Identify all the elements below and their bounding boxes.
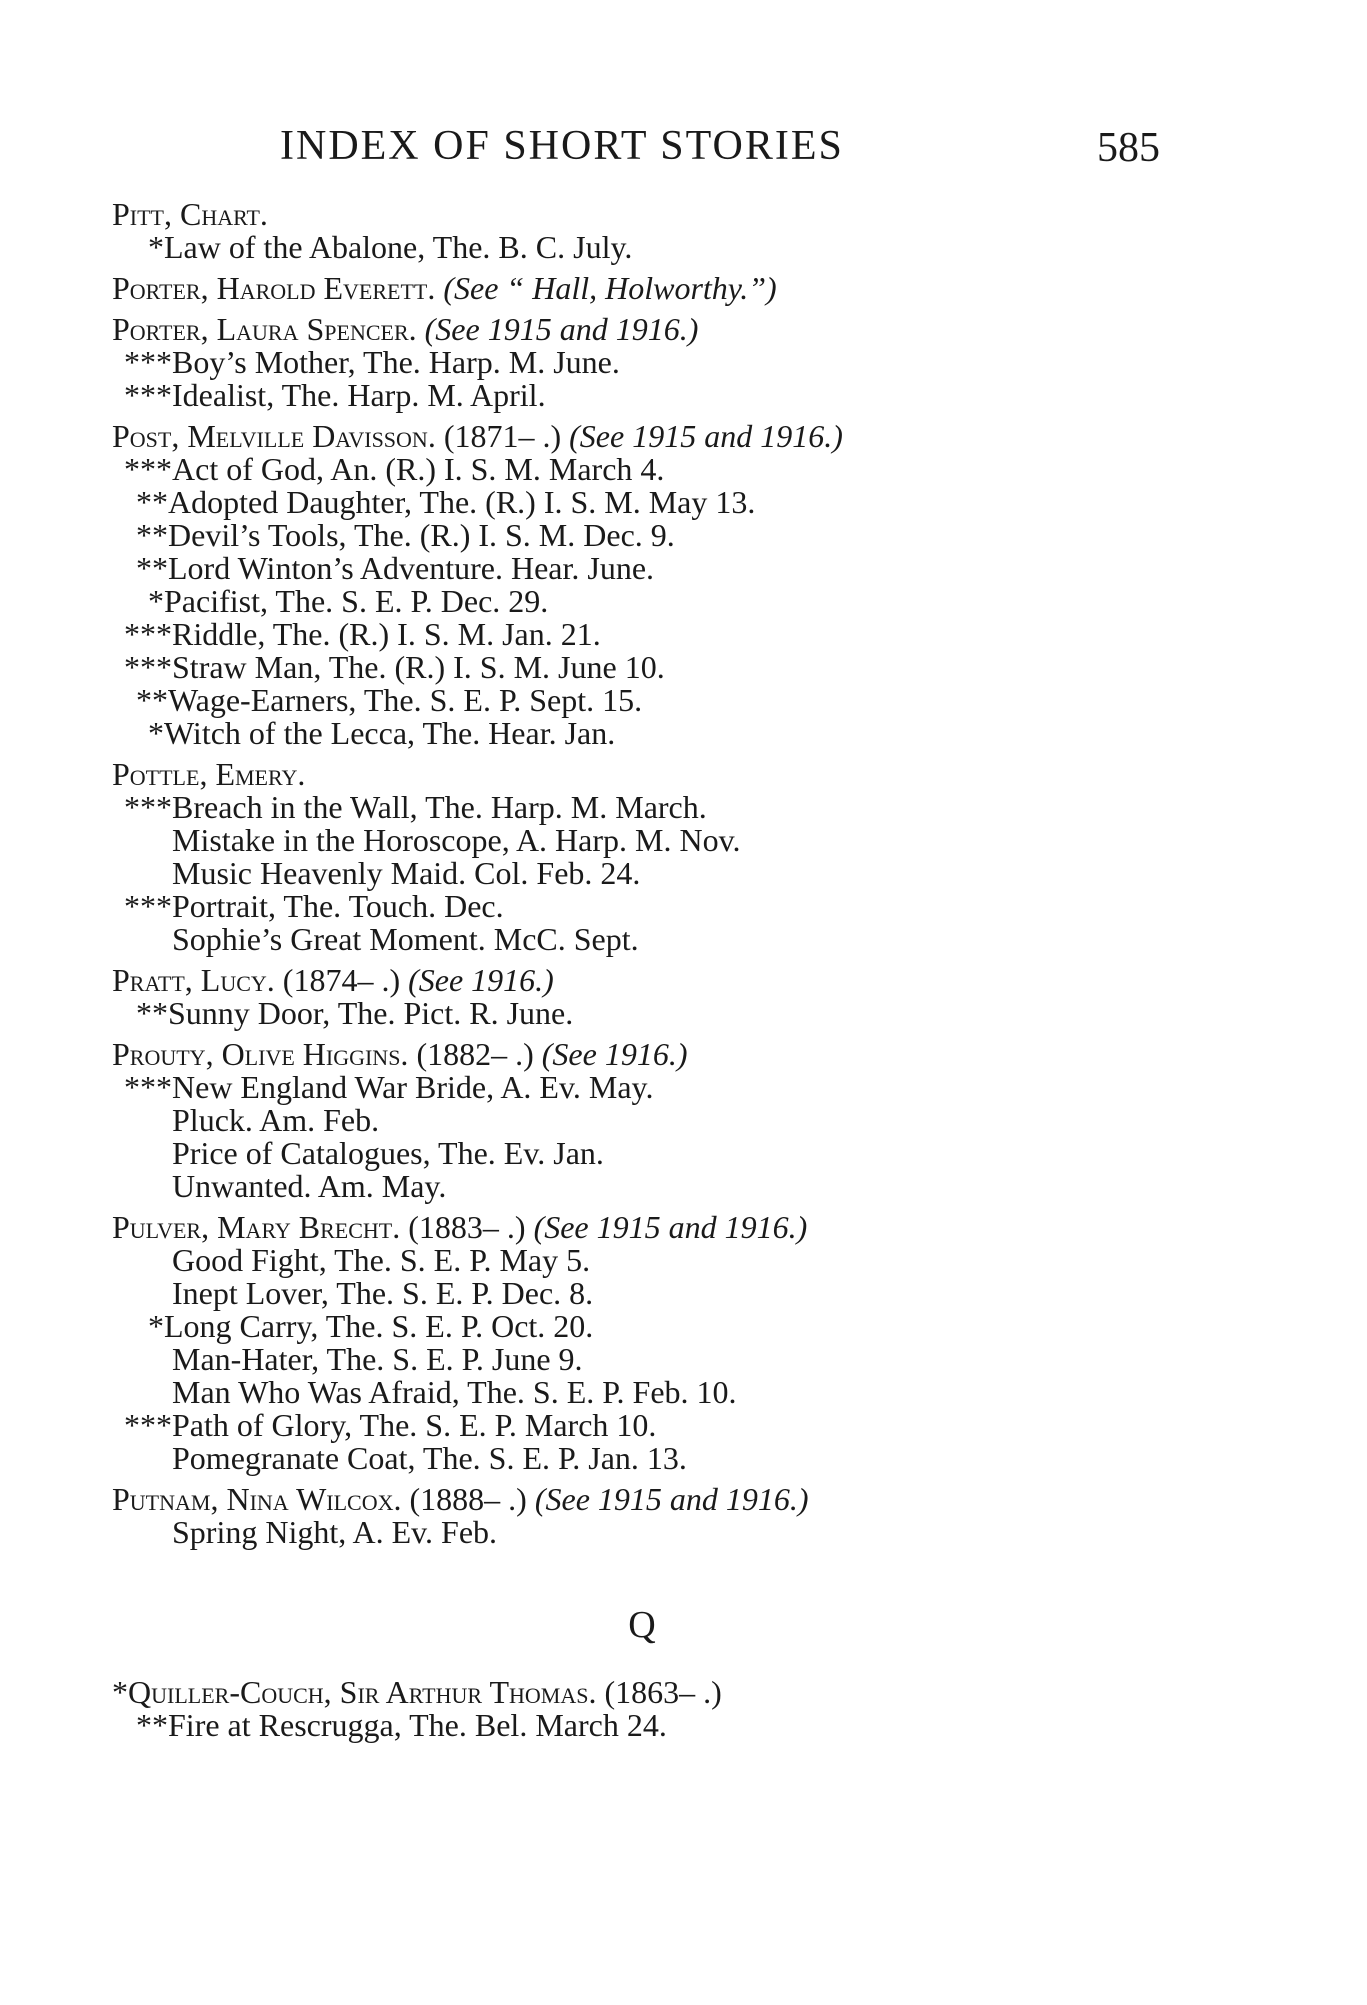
author-name: Post, Melville Davisson.: [112, 418, 436, 454]
story-entry: [112, 890, 1312, 923]
story-title: Man-Hater, The. S. E. P. June 9.: [172, 1341, 583, 1377]
story-rating: ***: [124, 616, 172, 652]
story-rating: *: [148, 715, 164, 751]
story-title: Long Carry, The. S. E. P. Oct. 20.: [164, 1308, 594, 1344]
author-entry: [112, 1211, 1312, 1244]
story-title: Pacifist, The. S. E. P. Dec. 29.: [164, 583, 549, 619]
author-entry: [112, 1483, 1312, 1516]
story-rating: **: [136, 682, 168, 718]
story-entry: [112, 379, 1312, 412]
story-rating: ***: [124, 1407, 172, 1443]
story-title: Inept Lover, The. S. E. P. Dec. 8.: [172, 1275, 594, 1311]
author-name: Porter, Harold Everett.: [112, 270, 436, 306]
story-title: Straw Man, The. (R.) I. S. M. June 10.: [172, 649, 665, 685]
author-entry: [112, 1038, 1312, 1071]
story-entry: [112, 1244, 1312, 1277]
story-title: Sophie’s Great Moment. McC. Sept.: [172, 921, 639, 957]
story-title: Adopted Daughter, The. (R.) I. S. M. May 13.: [168, 484, 756, 520]
story-title: Unwanted. Am. May.: [172, 1168, 447, 1204]
story-title: Mistake in the Horoscope, A. Harp. M. Nov.: [172, 822, 741, 858]
story-title: Pomegranate Coat, The. S. E. P. Jan. 13.: [172, 1440, 687, 1476]
story-entry: [112, 997, 1312, 1030]
story-entry: [112, 651, 1312, 684]
story-entry: [112, 453, 1312, 486]
see-also-note: (See 1916.): [408, 962, 554, 998]
story-title: Boy’s Mother, The. Harp. M. June.: [172, 344, 620, 380]
story-rating: *: [148, 1308, 164, 1344]
story-entry: [112, 1071, 1312, 1104]
story-rating: ***: [124, 1069, 172, 1105]
story-entry: [112, 346, 1312, 379]
story-title: Spring Night, A. Ev. Feb.: [172, 1514, 498, 1550]
story-entry: [112, 618, 1312, 651]
see-also-note: (See 1916.): [541, 1036, 688, 1072]
story-rating: **: [136, 484, 168, 520]
page-number: 585: [1097, 125, 1160, 171]
author-name: Pitt, Chart.: [112, 196, 268, 232]
story-title: Pluck. Am. Feb.: [172, 1102, 380, 1138]
author-name: Putnam, Nina Wilcox.: [112, 1481, 402, 1517]
story-title: Law of the Abalone, The. B. C. July.: [164, 229, 633, 265]
story-entry: [112, 552, 1312, 585]
story-entry: [112, 1709, 1312, 1742]
author-name: Pulver, Mary Brecht.: [112, 1209, 401, 1245]
see-also-note: (See 1915 and 1916.): [534, 1481, 809, 1517]
story-entry: [112, 857, 1312, 890]
author-dates: (1888– .): [409, 1481, 527, 1517]
author-name: Prouty, Olive Higgins.: [112, 1036, 409, 1072]
story-title: Sunny Door, The. Pict. R. June.: [168, 995, 574, 1031]
story-entry: [112, 1104, 1312, 1137]
index-content: [112, 198, 1312, 1742]
story-title: Idealist, The. Harp. M. April.: [172, 377, 546, 413]
story-title: Portrait, The. Touch. Dec.: [172, 888, 504, 924]
story-title: Riddle, The. (R.) I. S. M. Jan. 21.: [172, 616, 601, 652]
story-entry: [112, 1516, 1312, 1549]
story-title: Witch of the Lecca, The. Hear. Jan.: [164, 715, 616, 751]
story-title: Path of Glory, The. S. E. P. March 10.: [172, 1407, 657, 1443]
author-entry: [112, 198, 1312, 231]
story-title: New England War Bride, A. Ev. May.: [172, 1069, 654, 1105]
page-header: [280, 122, 1160, 182]
story-rating: ***: [124, 649, 172, 685]
see-also-note: (See 1915 and 1916.): [424, 311, 699, 347]
author-dates: (1882– .): [416, 1036, 534, 1072]
story-entry: [112, 1409, 1312, 1442]
story-rating: ***: [124, 789, 172, 825]
story-rating: ***: [124, 344, 172, 380]
story-entry: [112, 1343, 1312, 1376]
story-rating: ***: [124, 377, 172, 413]
author-dates: (1883– .): [408, 1209, 526, 1245]
author-entry: [112, 758, 1312, 791]
story-title: Lord Winton’s Adventure. Hear. June.: [168, 550, 655, 586]
story-rating: **: [136, 517, 168, 553]
author-name: Pottle, Emery.: [112, 756, 306, 792]
story-entry: [112, 231, 1312, 264]
author-name: Porter, Laura Spencer.: [112, 311, 417, 347]
story-rating: *: [148, 229, 164, 265]
story-title: Fire at Rescrugga, The. Bel. March 24.: [168, 1707, 667, 1743]
story-entry: [112, 717, 1312, 750]
story-title: Good Fight, The. S. E. P. May 5.: [172, 1242, 591, 1278]
author-dates: (1863– .): [604, 1674, 722, 1710]
author-entry: [112, 272, 1312, 305]
author-entry: [112, 420, 1312, 453]
story-title: Breach in the Wall, The. Harp. M. March.: [172, 789, 707, 825]
running-title: INDEX OF SHORT STORIES: [280, 123, 844, 169]
see-also-note: (See “ Hall, Holworthy.”): [443, 270, 777, 306]
story-entry: [112, 923, 1312, 956]
story-entry: [112, 1310, 1312, 1343]
see-also-note: (See 1915 and 1916.): [533, 1209, 808, 1245]
story-title: Price of Catalogues, The. Ev. Jan.: [172, 1135, 604, 1171]
story-rating: *: [148, 583, 164, 619]
author-name: *Quiller-Couch, Sir Arthur Thomas.: [112, 1674, 597, 1710]
story-entry: [112, 684, 1312, 717]
story-entry: [112, 1442, 1312, 1475]
see-also-note: (See 1915 and 1916.): [569, 418, 843, 454]
story-rating: ***: [124, 451, 172, 487]
story-title: Devil’s Tools, The. (R.) I. S. M. Dec. 9.: [168, 517, 675, 553]
section-p-entries: [112, 198, 1312, 1549]
section-letter-q: Q: [628, 1604, 656, 1646]
section-q-entries: [112, 1676, 1312, 1742]
author-entry: [112, 964, 1312, 997]
author-entry: [112, 1676, 1312, 1709]
author-entry: [112, 313, 1312, 346]
story-entry: [112, 519, 1312, 552]
story-entry: [112, 486, 1312, 519]
story-entry: [112, 585, 1312, 618]
story-entry: [112, 1137, 1312, 1170]
story-title: Music Heavenly Maid. Col. Feb. 24.: [172, 855, 641, 891]
story-rating: **: [136, 995, 168, 1031]
story-entry: [112, 824, 1312, 857]
story-entry: [112, 1277, 1312, 1310]
story-rating: **: [136, 550, 168, 586]
story-rating: **: [136, 1707, 168, 1743]
story-entry: [112, 791, 1312, 824]
story-title: Man Who Was Afraid, The. S. E. P. Feb. 10.: [172, 1374, 737, 1410]
story-entry: [112, 1170, 1312, 1203]
story-entry: [112, 1376, 1312, 1409]
author-name: Pratt, Lucy.: [112, 962, 275, 998]
story-title: Wage-Earners, The. S. E. P. Sept. 15.: [168, 682, 643, 718]
story-title: Act of God, An. (R.) I. S. M. March 4.: [172, 451, 665, 487]
author-dates: (1871– .): [443, 418, 562, 454]
story-rating: ***: [124, 888, 172, 924]
author-dates: (1874– .): [282, 962, 401, 998]
